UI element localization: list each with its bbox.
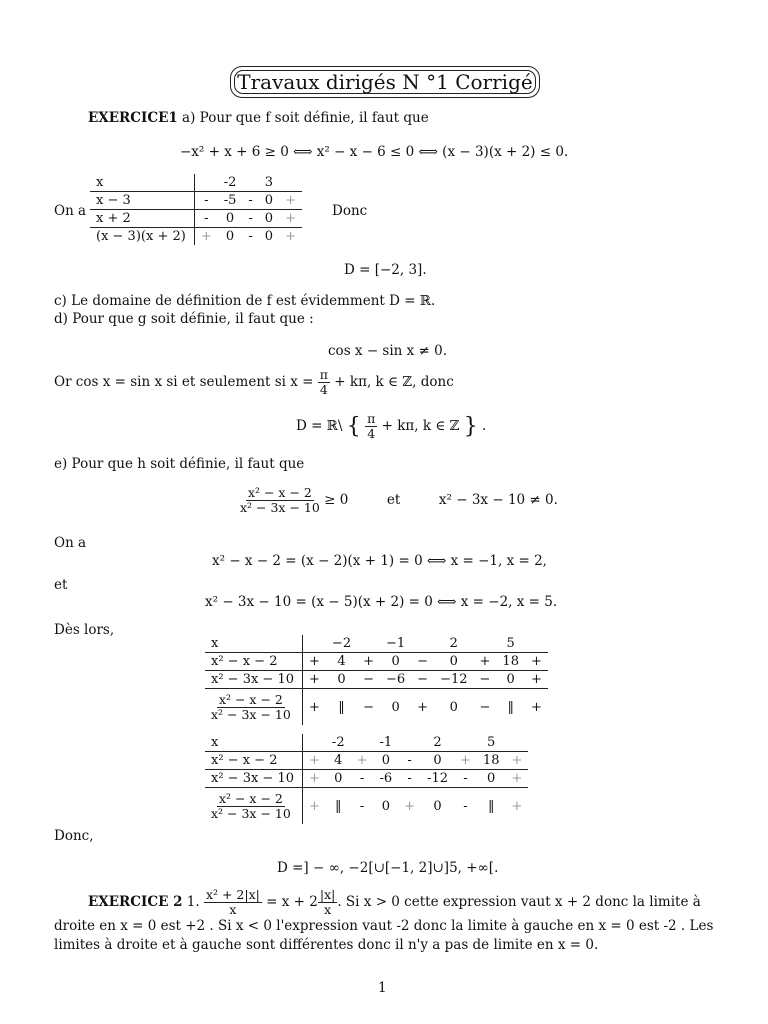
table-row (90, 192, 302, 210)
sign-cell: - (194, 210, 217, 228)
equation-g: cos x − sin x ≠ 0. (328, 343, 448, 359)
sign-cell (242, 174, 258, 192)
sign-cell: + (530, 699, 542, 715)
row-label-cell: x² − x − 2 (205, 752, 303, 770)
sign-cell: 2 (434, 635, 473, 653)
equation-h1: x² − x − 2 = (x − 2)(x + 1) = 0 ⟺ x = −1, x = 2, (212, 553, 547, 569)
sign-cell: − (479, 699, 491, 715)
sign-cell (505, 734, 528, 752)
sign-cell: ‖ (487, 798, 495, 814)
sign-cell: - (398, 770, 421, 788)
sign-cell: - (194, 192, 217, 210)
sign-cell: - (351, 770, 374, 788)
part-e: e) Pour que h soit définie, il faut que (54, 456, 305, 472)
sign-cell: 5 (496, 635, 525, 653)
sign-cell: -5 (218, 192, 243, 210)
sign-cell: − (363, 699, 374, 715)
on-a-label: On a (54, 203, 87, 219)
sign-cell: 0 (381, 798, 390, 814)
sign-cell: + (303, 752, 326, 770)
sign-cell (454, 734, 477, 752)
sign-cell: 0 (434, 653, 473, 671)
sign-cell (411, 635, 434, 653)
sign-table-h (205, 635, 548, 725)
sign-cell: 18 (477, 752, 506, 770)
sign-cell: + (511, 798, 523, 814)
table-row (205, 788, 528, 825)
sign-cell: 0 (264, 229, 274, 244)
sign-cell: + (474, 653, 497, 671)
sign-cell: - (248, 229, 253, 244)
sign-cell: - (359, 798, 365, 814)
sign-cell: 0 (496, 671, 525, 689)
sign-cell: −12 (434, 671, 473, 689)
et-label: et (54, 577, 68, 593)
sign-cell: 0 (391, 699, 400, 715)
exercise1-intro: EXERCICE1 a) Pour que f soit définie, il faut que (88, 110, 429, 126)
sign-cell: ‖ (335, 798, 342, 814)
sign-cell: −1 (380, 635, 411, 653)
row-label-cell: x (205, 635, 303, 653)
sign-cell: + (454, 752, 477, 770)
sign-cell: + (505, 752, 528, 770)
sign-cell (525, 635, 548, 653)
sign-cell: − (357, 671, 380, 689)
sign-cell: 3 (259, 174, 279, 192)
equation-h2: x² − 3x − 10 = (x − 5)(x + 2) = 0 ⟺ x = −2, x = 5. (205, 594, 558, 610)
sign-cell: 0 (421, 752, 454, 770)
sign-cell: − (474, 671, 497, 689)
sign-table-f (90, 174, 302, 245)
table-row (205, 653, 548, 671)
sign-cell: + (285, 229, 296, 244)
on-a-label-2: On a (54, 535, 87, 551)
sign-cell: 5 (477, 734, 506, 752)
domain-h: D =] − ∞, −2[∪[−1, 2]∪]5, +∞[. (277, 860, 499, 876)
sign-cell: −6 (380, 671, 411, 689)
page-number: 1 (378, 980, 387, 996)
table-row (90, 210, 302, 228)
sign-cell: + (309, 798, 320, 814)
sign-cell: - (454, 770, 477, 788)
row-label-cell: (x − 3)(x + 2) (90, 228, 194, 246)
sign-cell: + (351, 752, 374, 770)
row-label-cell: x (90, 174, 194, 192)
sign-cell: + (505, 770, 528, 788)
sign-cell: + (309, 699, 320, 715)
row-label-cell: $\frac{\text{x² − x − 2}}{\text{x² − 3x − 10}}$ (205, 689, 303, 726)
exercise2-label: EXERCICE 2 (88, 894, 183, 910)
table-row (205, 752, 528, 770)
sign-cell: -6 (374, 770, 399, 788)
exercise2-line2: droite en x = 0 est +2 . Si x < 0 l'expression vaut -2 donc la limite à gauche en x = 0 est -2 . Les (54, 918, 714, 934)
sign-cell: 18 (496, 653, 525, 671)
sign-cell: -2 (326, 734, 351, 752)
sign-cell: 0 (326, 770, 351, 788)
sign-cell: ‖ (507, 699, 514, 715)
sign-cell: + (525, 671, 548, 689)
sign-table-h-repeat (205, 734, 528, 824)
sign-cell: 0 (259, 192, 279, 210)
part-c: c) Le domaine de définition de f est évidemment D = ℝ. (54, 293, 436, 309)
sign-cell (351, 734, 374, 752)
row-label-cell: x + 2 (90, 210, 194, 228)
equation-f: −x² + x + 6 ≥ 0 ⟺ x² − x − 6 ≤ 0 ⟺ (x − 3)(x + 2) ≤ 0. (180, 144, 569, 160)
sign-cell: 0 (374, 752, 399, 770)
table-header-row (205, 635, 548, 653)
sign-cell: - (398, 752, 421, 770)
table-row (205, 689, 548, 726)
sign-cell: 0 (477, 770, 506, 788)
sign-cell: 0 (218, 210, 243, 228)
sign-cell: 0 (380, 653, 411, 671)
row-label-cell: $\frac{\text{x² − x − 2}}{\text{x² − 3x − 10}}$ (205, 788, 303, 825)
or-line: Or cos x = sin x si et seulement si x = $\frac{\pi}{4}$ + kπ, k ∈ ℤ, donc (54, 367, 454, 397)
sign-cell (357, 635, 380, 653)
sign-cell (303, 734, 326, 752)
sign-cell: 0 (259, 210, 279, 228)
domain-f: D = [−2, 3]. (344, 262, 427, 278)
sign-cell: 0 (449, 699, 458, 715)
sign-cell: -12 (421, 770, 454, 788)
donc-label: Donc (332, 203, 368, 219)
sign-cell: −2 (326, 635, 357, 653)
pi-over-4-fraction: $\frac{\pi}{4}$ (319, 367, 328, 397)
sign-cell: − (411, 671, 434, 689)
sign-cell: 0 (433, 798, 442, 814)
sign-cell: 4 (326, 653, 357, 671)
sign-cell: + (279, 210, 302, 228)
sign-cell: + (303, 653, 326, 671)
exercise2-line1: EXERCICE 2 1. $\frac{\text{x² + 2|x|}}{x}$ = x + 2 $\frac{|x|}{x}$ . Si x > 0 cette expression vaut x + 2 donc la limite à (88, 887, 701, 917)
sign-cell: ‖ (338, 699, 345, 715)
table-row (90, 228, 302, 246)
row-label-cell: x² − x − 2 (205, 653, 303, 671)
sign-cell: + (404, 798, 416, 814)
sign-cell: + (525, 653, 548, 671)
des-lors-label: Dès lors, (54, 622, 115, 638)
part-d: d) Pour que g soit définie, il faut que : (54, 311, 314, 327)
sign-cell: + (417, 699, 429, 715)
row-label-cell: x − 3 (90, 192, 194, 210)
sign-cell: + (303, 671, 326, 689)
sign-cell: − (411, 653, 434, 671)
sign-cell: - (242, 192, 258, 210)
sign-cell: - (242, 210, 258, 228)
sign-cell: 0 (326, 671, 357, 689)
table-header-row (90, 174, 302, 192)
donc-label-2: Donc, (54, 828, 94, 844)
sign-cell: -1 (374, 734, 399, 752)
sign-cell: -2 (218, 174, 243, 192)
sign-cell: + (279, 192, 302, 210)
sign-cell (194, 174, 217, 192)
sign-cell: - (463, 798, 468, 814)
sign-cell (398, 734, 421, 752)
domain-g: D = ℝ\ { $\frac{\pi}{4}$ + kπ, k ∈ ℤ } . (296, 411, 487, 441)
row-label-cell: x² − 3x − 10 (205, 770, 303, 788)
sign-cell: 2 (421, 734, 454, 752)
sign-cell (303, 635, 326, 653)
sign-cell: + (357, 653, 380, 671)
table-row (205, 770, 528, 788)
sign-cell: + (200, 229, 212, 244)
exercise1-label: EXERCICE1 (88, 110, 178, 126)
sign-cell (279, 174, 302, 192)
sign-cell: 0 (225, 229, 235, 244)
table-row (205, 671, 548, 689)
condition-h: $\frac{\text{x² − x − 2}}{\text{x² − 3x − 10}}$ ≥ 0 et x² − 3x − 10 ≠ 0. (240, 485, 558, 515)
sign-cell (474, 635, 497, 653)
sign-cell: 4 (326, 752, 351, 770)
row-label-cell: x (205, 734, 303, 752)
table-header-row (205, 734, 528, 752)
exercise2-line3: limites à droite et à gauche sont différentes donc il n'y a pas de limite en x = 0. (54, 937, 599, 953)
sign-cell: + (303, 770, 326, 788)
page-title: Travaux dirigés N °1 Corrigé (230, 66, 540, 98)
row-label-cell: x² − 3x − 10 (205, 671, 303, 689)
